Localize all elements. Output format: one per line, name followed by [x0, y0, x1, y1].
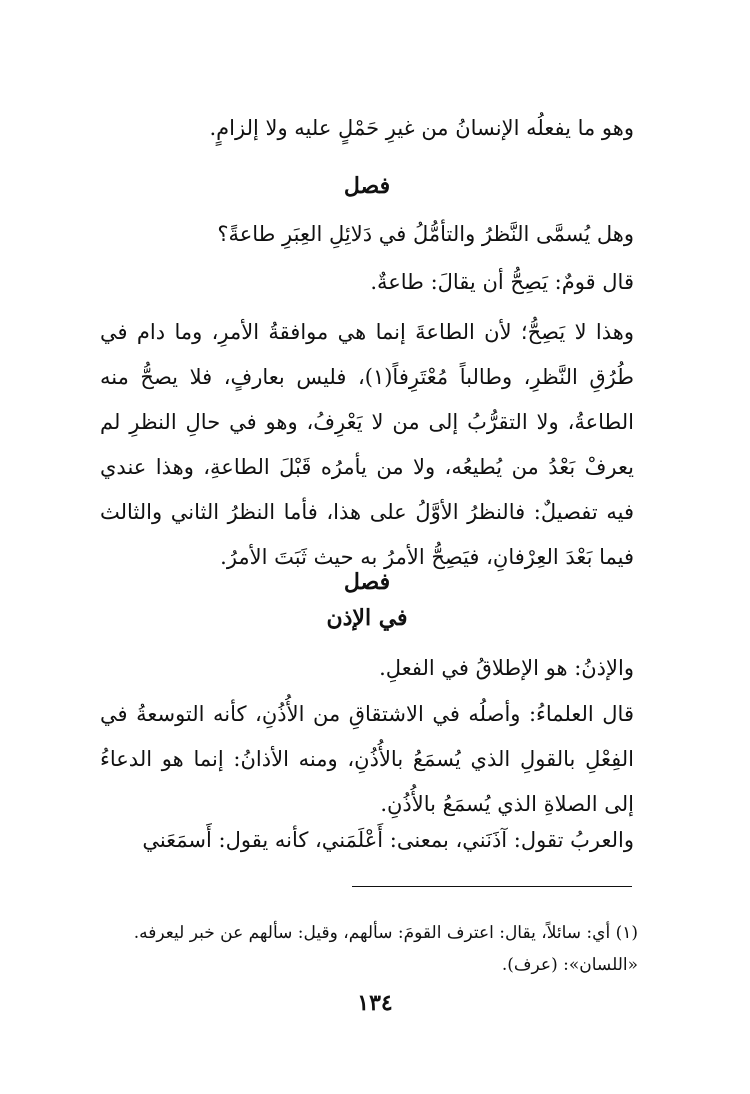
etymology-paragraph: قال العلماءُ: وأصلُه في الاشتقاقِ من الأُذُنِ، كأنه التوسعةُ في الفِعْلِ بالقولِ الذي يُسمَعُ بالأُذُنِ، ومنه الأذانُ: إنما هو الدعاءُ إلى الصلاةِ الذي يُسمَعُ بالأُذُنِ.	[100, 702, 634, 816]
answer-line: قال قومٌ: يَصِحُّ أن يقالَ: طاعةٌ.	[370, 270, 634, 294]
footnote-line-1: (١) أي: سائلاً، يقال: اعترف القومَ: سألهم، وقيل: سألهم عن خبر ليعرفه.	[133, 923, 638, 943]
question-line: وهل يُسمَّى النَّظرُ والتأمُّلُ في دَلائِلِ العِبَرِ طاعةً؟	[217, 222, 634, 246]
intro-line: وهو ما يفعلُه الإنسانُ من غيرِ حَمْلٍ عليه ولا إلزامٍ.	[209, 116, 634, 140]
discussion-paragraph: وهذا لا يَصِحُّ؛ لأن الطاعةَ إنما هي موافقةُ الأمرِ، وما دام في طُرُقِ النَّظرِ، وطالباً مُعْتَرِفاً(١)، فليس بعارفٍ، فلا يصحُّ منه الطاعةُ، ولا التقرُّبُ إلى من لا يَعْرِفُ، وهو في حالِ النظرِ لم يعرفْ بَعْدُ من يُطيعُه، ولا من يأمرُه قَبْلَ الطاعةِ، وهذا عندي فيه تفصيلٌ: فالنظرُ الأوَّلُ على هذا، فأما النظرُ الثاني والثالث فيما بَعْدَ العِرْفانِ، فيَصِحُّ الأمرُ به حيث ثَبَتَ الأمرُ.	[100, 320, 634, 569]
section-heading-1: فصل	[343, 173, 391, 199]
section-heading-2: فصل	[343, 569, 391, 595]
footnote-line-2: «اللسان»: (عرف).	[501, 955, 638, 975]
section-subheading: في الإذن	[326, 605, 408, 631]
arabs-say-line: والعربُ تقول: آذَنَني، بمعنى: أَعْلَمَني، كأنه يقول: أَسمَعَني	[142, 828, 634, 852]
page-number: ١٣٤	[357, 990, 393, 1016]
definition-line: والإذنُ: هو الإطلاقُ في الفعلِ.	[379, 656, 634, 680]
footnote-divider	[352, 886, 632, 887]
